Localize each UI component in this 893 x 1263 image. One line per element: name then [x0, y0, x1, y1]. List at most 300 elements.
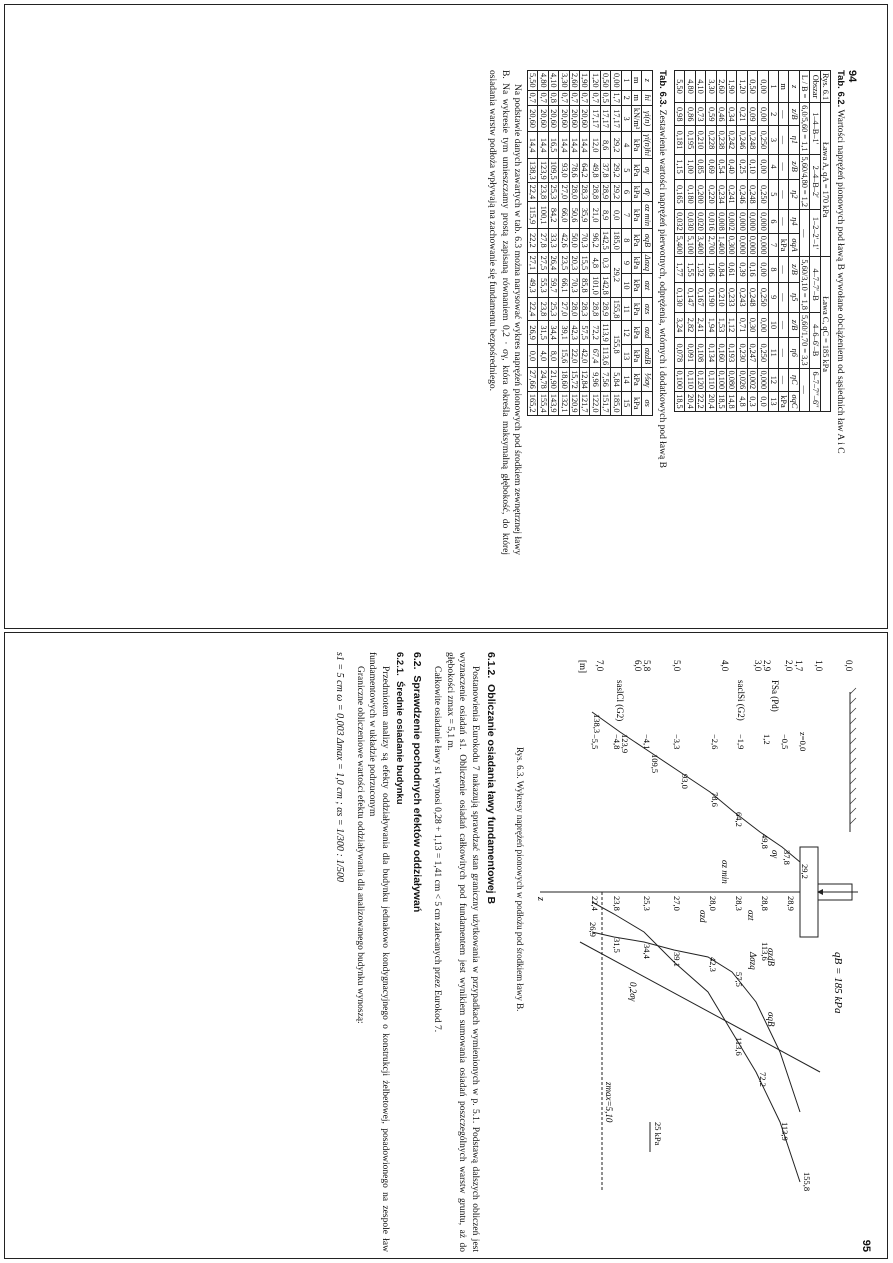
table-cell: 0,7: [569, 90, 579, 105]
svg-text:42,3: 42,3: [708, 957, 718, 972]
table-cell: 2: [768, 103, 778, 126]
table-cell: 25,3: [548, 182, 558, 202]
table-cell: 42,6: [559, 229, 569, 253]
table-cell: 4,8: [590, 252, 600, 273]
svg-text:113,6: 113,6: [760, 942, 770, 961]
svg-text:123,9: 123,9: [620, 734, 630, 754]
table-cell: 0,73: [695, 103, 705, 126]
svg-text:5,8: 5,8: [642, 660, 652, 672]
svg-text:64,2: 64,2: [734, 812, 744, 827]
table-cell: 0,00: [758, 154, 768, 179]
table-cell: 0,0: [611, 202, 621, 229]
table-cell: 0,248: [747, 126, 757, 154]
table-cell: 20,4: [706, 392, 716, 412]
svg-text:93,0: 93,0: [680, 774, 690, 789]
svg-text:31,5: 31,5: [612, 938, 622, 953]
table-cell: z/B: [789, 257, 799, 282]
table-cell: 20,60: [548, 105, 558, 131]
table-cell: 0,247: [747, 338, 757, 368]
svg-text:39,1: 39,1: [672, 952, 682, 967]
table-cell: 0,130: [674, 282, 684, 312]
table-cell: 18,60: [559, 368, 569, 392]
table-cell: 0,25: [737, 154, 747, 179]
svg-text:σqB: σqB: [766, 1012, 776, 1027]
table-cell: 0,195: [685, 126, 695, 154]
table-cell: 28,8: [590, 297, 600, 321]
table-cell: 165,2: [528, 391, 538, 415]
table-cell: 1,20: [590, 71, 600, 91]
table-cell: 0,300: [726, 233, 736, 257]
svg-text:28,9: 28,9: [786, 896, 796, 911]
table-cell: 8: [768, 257, 778, 282]
table-cell: 12: [768, 368, 778, 392]
table-cell: γi(n)hi: [642, 132, 652, 159]
table-cell: 0,200: [695, 179, 705, 209]
table-cell: 0,34: [726, 103, 736, 126]
table-cell: 22,2: [695, 392, 705, 412]
table-cell: 10: [621, 274, 631, 298]
table-cell: 143,9: [548, 391, 558, 415]
table-cell: 0,233: [726, 282, 736, 312]
table-cell: 121,7: [580, 391, 590, 415]
table-cell: 27,0: [559, 297, 569, 321]
table-cell: 0,180: [685, 179, 695, 209]
table-row: [695, 71, 705, 412]
svg-text:−0,5: −0,5: [780, 734, 790, 750]
svg-text:113,6: 113,6: [734, 1037, 744, 1056]
table-cell: 0,000: [758, 233, 768, 257]
table-cell: η1: [789, 126, 799, 154]
table-cell: 0,000: [737, 233, 747, 257]
table-cell: 0,10: [747, 154, 757, 179]
table-cell: 0,008: [716, 210, 726, 234]
table-cell: 0,85: [695, 154, 705, 179]
svg-text:72,2: 72,2: [758, 1072, 768, 1087]
table-cell: 1,15: [674, 154, 684, 179]
table-cell: 1,12: [726, 312, 736, 337]
svg-text:σzt: σzt: [746, 910, 756, 921]
table-cell: η6: [789, 338, 799, 368]
table-cell: 18,5: [716, 392, 726, 412]
table-cell: 0,98: [674, 103, 684, 126]
table-row: [674, 71, 684, 412]
table-cell: 0,078: [674, 338, 684, 368]
stress-diagram: [505, 652, 860, 1212]
table-cell: 26,4: [548, 252, 558, 273]
table-cell: 0,30: [747, 312, 757, 337]
table-cell: kPa: [632, 274, 642, 298]
table-cell: m: [632, 71, 642, 91]
table-cell: 0,09: [747, 103, 757, 126]
table-cell: 72,2: [590, 321, 600, 344]
table-cell: kPa: [632, 391, 642, 415]
table-cell: 0,250: [758, 338, 768, 368]
table-cell: 5,50: [674, 71, 684, 103]
section-6-2-heading: 6.2. Sprawdzenie pochodnych efektów oddziaływań: [411, 652, 423, 913]
table-cell: 0,250: [758, 126, 768, 154]
table-cell: 4–7–7′–B: [810, 257, 820, 313]
table-cell: 1,53: [716, 312, 726, 337]
table-cell: 0,250: [758, 179, 768, 209]
table-cell: 1,00: [685, 154, 695, 179]
table-cell: 0,100: [674, 368, 684, 392]
table-cell: 28,9: [600, 182, 610, 202]
table-cell: 28,3: [580, 182, 590, 202]
table-cell: η2: [789, 179, 799, 209]
table-cell: 0,00: [758, 257, 768, 282]
table-cell: L / B =: [799, 71, 809, 103]
table-cell: 0,147: [685, 282, 695, 312]
table-cell: kPa: [632, 344, 642, 367]
table-cell: 85,8: [580, 274, 590, 298]
table-cell: 4,80: [538, 71, 548, 91]
table-cell: 67,4: [590, 344, 600, 367]
svg-text:6,0: 6,0: [633, 660, 643, 672]
stress-values-right: [588, 922, 812, 1191]
table-cell: 96,2: [590, 229, 600, 253]
table-cell: 0,160: [716, 338, 726, 368]
paragraph: Na podstawie danych zawartych w tab. 6.3 można narysować wykres naprężeń pionowych pod środkiem zewnętrznej ławy B. Na wykresie tym umieszczamy prostą zapisaną równaniem 0,2 · σγ, która określa maksymalną głębokość, do której osiadania warstw podłoża wpływają na zachowanie się fundamentu bezpośredniego.: [487, 70, 523, 555]
svg-text:σzd: σzd: [698, 910, 708, 923]
table-cell: 0,091: [685, 338, 695, 368]
table-cell: 0,5: [600, 90, 610, 105]
table-cell: 7: [621, 202, 631, 229]
table-cell: 10: [768, 312, 778, 337]
table-row: [548, 71, 558, 416]
table-cell: 2,41: [695, 312, 705, 337]
table-cell: 22,4: [528, 297, 538, 321]
table-cell: 28,0: [569, 182, 579, 202]
table-cell: 142,5: [600, 229, 610, 253]
table-cell: 0,002: [747, 368, 757, 392]
table-cell: 34,4: [548, 321, 558, 344]
table-cell: 12: [621, 321, 631, 344]
table-cell: 14,4: [538, 132, 548, 159]
layer-labels: [615, 680, 780, 721]
table-cell: 5: [621, 159, 631, 183]
table-cell: kPa: [778, 392, 788, 412]
table-cell: —: [778, 154, 788, 179]
table-cell: 66,1: [559, 274, 569, 298]
table-cell: ⅕σγ: [642, 368, 652, 392]
table-cell: 3,24: [674, 312, 684, 337]
table-cell: 50,0: [569, 229, 579, 253]
table-cell: 0,108: [695, 338, 705, 368]
svg-text:2,0: 2,0: [784, 660, 794, 672]
table-cell: 2,60: [569, 71, 579, 91]
table-cell: 49,8: [590, 159, 600, 183]
svg-text:23,8: 23,8: [612, 896, 622, 911]
table-cell: 0,0: [758, 392, 768, 412]
table-cell: σzdB: [642, 344, 652, 367]
table-cell: 0,248: [747, 179, 757, 209]
table-cell: 142,8: [600, 274, 610, 298]
table-cell: 0,193: [726, 338, 736, 368]
table-cell: kPa: [632, 182, 642, 202]
table-cell: 132,1: [559, 391, 569, 415]
page-94-content: [158, 70, 858, 555]
table-cell: 0,250: [758, 282, 768, 312]
table-cell: 29,2: [611, 252, 621, 297]
table-cell: 100,1: [538, 202, 548, 229]
table-cell: 5,50: [528, 71, 538, 91]
table-cell: 0,00: [758, 103, 768, 126]
table-cell: 14,4: [559, 132, 569, 159]
table-cell: 0,080: [726, 368, 736, 392]
table-cell: 1: [768, 71, 778, 103]
table-header-row: [642, 71, 652, 416]
table-cell: 2,60: [716, 71, 726, 103]
table-cell: 12,84: [580, 368, 590, 392]
table-cell: 27,8: [538, 229, 548, 253]
table-units-row: [778, 71, 788, 412]
table-cell: 3,400: [695, 233, 705, 257]
section-6-1-2-para-1: Postanowienia Eurokodu 7 nakazują sprawdzać stan graniczny użytkowania w przypadkach wymienionych w p. 5.1. Podstawą dalszych obliczeń jest wyznaczenie osiadań s1. Obliczenie osiadań całkowitych pod fundamentem jest wynikiem sumowania osiadań poszczególnych warstw gruntu, aż do głębokości zmax = 5,1 m.: [445, 652, 480, 1252]
table-cell: 0,032: [674, 210, 684, 234]
table-cell: 0,7: [538, 90, 548, 105]
table-cell: 1,55: [685, 257, 695, 282]
svg-text:1,7: 1,7: [794, 660, 804, 672]
table-cell: 42,0: [580, 344, 590, 367]
table-row: [580, 71, 590, 416]
table-cell: 26,9: [528, 321, 538, 344]
table-cell: 24,78: [538, 368, 548, 392]
table-cell: 5,60/3,10 = 1,8: [799, 257, 809, 313]
table-cell: 0,50: [747, 71, 757, 103]
table-cell: 55,3: [538, 274, 548, 298]
table-cell: 0,3: [600, 252, 610, 273]
table-cell: 33,3: [548, 229, 558, 253]
table-cell: 0,228: [706, 126, 716, 154]
table-cell: σγ: [642, 159, 652, 183]
page-95-content: [72, 652, 872, 1252]
table-cell: 0,026: [737, 368, 747, 392]
table-cell: 14,8: [726, 392, 736, 412]
table-cell: 4: [768, 154, 778, 179]
page-number: 94: [846, 70, 858, 83]
table-cell: 0,165: [674, 179, 684, 209]
table-6-3: [527, 70, 653, 416]
table-cell: 70,3: [580, 229, 590, 253]
table-cell: 0,248: [747, 282, 757, 312]
table-cell: Ława C, qC = 185 kPa: [820, 257, 830, 411]
table-cell: 20,4: [685, 392, 695, 412]
zmax-label: zmax=5,10: [604, 1082, 614, 1123]
table-cell: 138,3: [528, 159, 538, 183]
table-cell: 20,60: [559, 105, 569, 131]
scale-label: 25 kPa: [653, 1122, 663, 1146]
table-row: [528, 71, 538, 416]
table-cell: 20,3: [569, 252, 579, 273]
table-cell: 13: [768, 392, 778, 412]
table-cell: 2,700: [706, 233, 716, 257]
table-cell: 66,0: [559, 202, 569, 229]
table-cell: 2,82: [685, 312, 695, 337]
table-cell: m: [778, 71, 788, 103]
table-cell: 0,00: [758, 312, 768, 337]
table-cell: 49,3: [528, 274, 538, 298]
table-cell: 22,2: [528, 229, 538, 253]
table-cell: 185,0: [611, 391, 621, 415]
table-cell: m: [632, 90, 642, 105]
table-cell: 0,246: [737, 179, 747, 209]
table-cell: 6–7–7′′–6′′: [810, 368, 820, 411]
table-cell: —: [778, 210, 788, 234]
table-cell: 9: [768, 282, 778, 312]
table-cell: 70,3: [569, 274, 579, 298]
table-cell: 28,8: [590, 182, 600, 202]
table-cell: 35,9: [580, 202, 590, 229]
table-cell: —: [778, 368, 788, 392]
table-cell: 37,8: [600, 159, 610, 183]
table-row: [716, 71, 726, 412]
table-cell: 23,5: [559, 252, 569, 273]
table-cell: 0,100: [716, 368, 726, 392]
table-header-row: [820, 71, 830, 412]
table-cell: 20,60: [569, 105, 579, 131]
z-axis-label: z: [535, 897, 546, 901]
svg-text:113,9: 113,9: [780, 1122, 790, 1141]
table-cell: kPa: [632, 297, 642, 321]
svg-text:57,5: 57,5: [734, 972, 744, 987]
table-cell: 120,9: [569, 391, 579, 415]
svg-text:29,2: 29,2: [800, 864, 810, 879]
svg-text:138,3: 138,3: [592, 714, 602, 734]
table-cell: 22,0: [569, 344, 579, 367]
table-cell: 2: [621, 90, 631, 105]
svg-text:34,4: 34,4: [642, 944, 652, 959]
table-cell: 15,5: [580, 252, 590, 273]
table-cell: —: [778, 282, 788, 312]
table-cell: Obszar: [810, 71, 820, 103]
table-cell: 123,9: [538, 159, 548, 183]
table-cell: 0,8: [548, 90, 558, 105]
table-row: [559, 71, 569, 416]
table-cell: 0,002: [726, 210, 736, 234]
table-cell: kPa: [632, 229, 642, 253]
table-cell: 15,72: [569, 368, 579, 392]
section-6-1-2-para-2: Całkowite osiadanie ławy s1 wynosi 0,28 + 1,13 = 1,41 cm < 5 cm zalecanych przez Eurokod 7.: [432, 666, 443, 1033]
svg-text:28,0: 28,0: [708, 896, 718, 911]
table-cell: 21,90: [548, 368, 558, 392]
svg-text:4,0: 4,0: [720, 660, 730, 672]
table-cell: 0,016: [706, 210, 716, 234]
table-row: [706, 71, 716, 412]
table-cell: 5,84: [611, 368, 621, 392]
table-cell: 101,0: [590, 274, 600, 298]
table-cell: kPa: [632, 321, 642, 344]
table-cell: 29,2: [611, 159, 621, 183]
table-cell: 0,00: [758, 71, 768, 103]
table-cell: 0,000: [737, 210, 747, 234]
table-cell: 27,1: [528, 252, 538, 273]
table-cell: 0,84: [716, 257, 726, 282]
table-cell: 7,56: [600, 368, 610, 392]
table-cell: 155,8: [611, 297, 621, 321]
table-cell: 8,0: [548, 344, 558, 367]
table-cell: 1,400: [716, 233, 726, 257]
table-row: [758, 71, 768, 412]
table-cell: 20,60: [538, 105, 548, 131]
table-cell: 0,21: [737, 103, 747, 126]
table-cell: 0,110: [706, 368, 716, 392]
table-row: [590, 71, 600, 416]
table-cell: 78,6: [569, 159, 579, 183]
table-cell: z/B: [789, 312, 799, 337]
table-row: [538, 71, 548, 416]
table-cell: 2–4–B–2′: [810, 154, 820, 210]
table-cell: 0,167: [695, 282, 705, 312]
table-cell: 0,7: [559, 90, 569, 105]
table-cell: σqB: [642, 229, 652, 253]
table-6-2-caption: Tab. 6.2. Wartości naprężeń pionowych pod ławą B wywołane obciążeniem od sąsiednich ław A i C: [835, 70, 846, 454]
svg-text:saslCl (G2): saslCl (G2): [615, 680, 625, 722]
svg-text:26,9: 26,9: [588, 922, 598, 937]
table-cell: z: [642, 71, 652, 91]
table-cell: ηC: [789, 368, 799, 392]
table-cell: 5,100: [685, 233, 695, 257]
svg-text:z=0,0: z=0,0: [798, 732, 808, 752]
table-cell: z: [789, 71, 799, 103]
table-cell: 0,7: [580, 90, 590, 105]
table-cell: 0,00: [611, 71, 621, 91]
table-cell: 28,0: [569, 297, 579, 321]
svg-text:−4,1: −4,1: [642, 734, 652, 750]
table-cell: 0,54: [716, 154, 726, 179]
svg-text:155,8: 155,8: [802, 1172, 812, 1192]
table-cell: 0,030: [685, 210, 695, 234]
table-cell: 3,30: [559, 71, 569, 91]
svg-text:−5,5: −5,5: [590, 734, 600, 750]
section-6-2-1-para-1: Przedmiotem analizy są efekty oddziaływania dla budynku jednakowo kondygnacyjnego o konstrukcji żelbetowej, posadowionego na zespole ław fundamentowych w układzie podrzuconym: [367, 652, 390, 1252]
table-cell: 151,7: [600, 391, 610, 415]
table-index-row: [621, 71, 631, 416]
table-cell: —: [778, 312, 788, 337]
table-cell: 0,234: [716, 179, 726, 209]
table-cell: 39,1: [559, 321, 569, 344]
table-cell: 22,4: [528, 182, 538, 202]
table-cell: 0,000: [747, 210, 757, 234]
table-cell: 3: [621, 105, 631, 131]
svg-text:49,8: 49,8: [760, 834, 770, 849]
table-cell: 17,17: [590, 105, 600, 131]
table-row: [747, 71, 757, 412]
table-units-row: [632, 71, 642, 416]
svg-text:Δσzq: Δσzq: [748, 952, 758, 970]
table-cell: 12,0: [590, 132, 600, 159]
stress-diagram-svg: [530, 652, 860, 1212]
table-cell: σqA: [789, 233, 799, 257]
table-cell: 1,20: [737, 71, 747, 103]
table-cell: —: [778, 126, 788, 154]
svg-text:FSa (Pd): FSa (Pd): [770, 680, 780, 712]
table-cell: 0,246: [737, 126, 747, 154]
table-cell: z/B: [789, 103, 799, 126]
table-cell: η5: [789, 282, 799, 312]
table-cell: 1,32: [695, 257, 705, 282]
table-cell: 23,8: [538, 297, 548, 321]
svg-text:1,2: 1,2: [762, 734, 772, 745]
table-cell: 21,0: [590, 202, 600, 229]
table-cell: 5,60/4,80 = 1,2: [799, 154, 809, 210]
table-cell: 4,0: [538, 344, 548, 367]
table-cell: 0,59: [706, 103, 716, 126]
svg-text:−2,6: −2,6: [710, 734, 720, 750]
svg-text:28,8: 28,8: [760, 896, 770, 911]
table-cell: 0,210: [695, 126, 705, 154]
table-cell: 1,94: [706, 312, 716, 337]
svg-text:−1,9: −1,9: [736, 734, 746, 750]
